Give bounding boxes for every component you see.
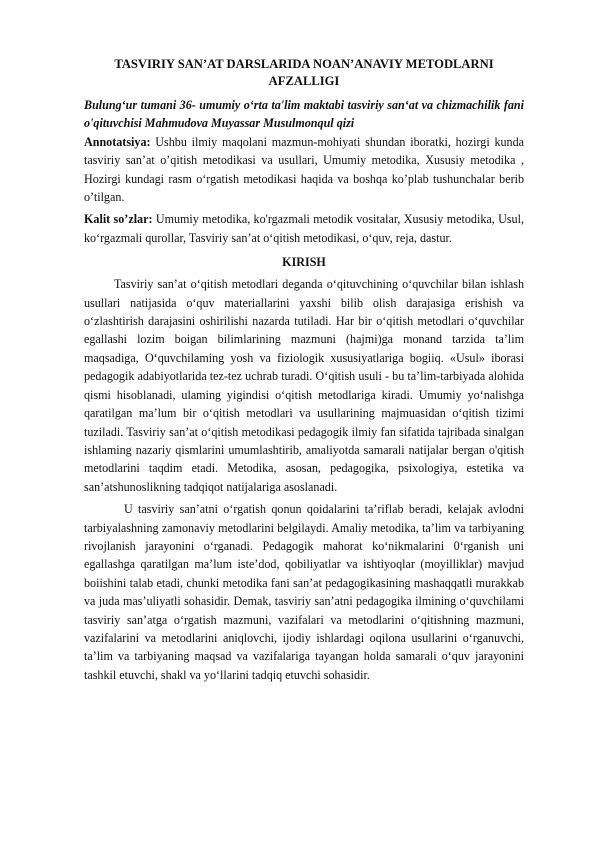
author-line: Bulung‘ur tumani 36- umumiy o‘rta ta'lim maktabi tasviriy san‘at va chizmachilik fani o'qituvchisi Mahmudova Muyassar Musulmonqul qizi: [84, 98, 524, 131]
keywords-text: Umumiy metodika, ko'rgazmali metodik vositalar, Xususiy metodika, Usul, ko‘rgazmali qurollar, Tasviriy san’at o‘qitish metodikasi, o‘quv, reja, dastur.: [84, 212, 524, 245]
section-heading: KIRISH: [282, 255, 326, 270]
page-title: TASVIRIY SAN’AT DARSLARIDA NOAN’ANAVIY METODLARNI AFZALLIGI: [114, 57, 494, 88]
body-paragraph: Tasviriy san’at o‘qitish metodlari deganda o‘qituvchining o‘quvchilar bilan ishlash usullari natijasida o‘quv materiallarini yaxshi bilib olish darajasiga erishish va o‘zlashtirish darajasini oshirilishi nazarda tutiladi. Har bir o‘qitish metodlari o‘quvchilar egallashi lozim boigan bilimlarining mazmuni (hajmi)ga monand tarzida ta’lim maqsadiga, O‘quvchilaming yosh va fiziologik xususiyatlariga bogiiq. «Usul» iborasi pedagogik adabiyotlarida tez-tez uchrab turadi. O‘qitish usuli - bu ta’lim-tarbiyada alohida qismi hisoblanadi, ulaming yigindisi o‘qitish metodlariga kiradi. Umumiy yo‘nalishga qaratilgan ma’lum bir o‘qitish metodlari va usullarining majmuasidan o‘qitish tizimi tuziladi. Tasviriy san’at o‘qitish metodikasi pedagogik ilmiy fan sifatida tajribada sinalgan ishlaming nazariy qismlarini umumlashtirib, amaliyotda samarali natijalar bergan o'qitish metodlarini taqdim etadi. Metodika, asosan, pedagogika, psixologiya, estetika va san’atshunoslikning tadqiqot natijalariga asoslanadi.: [84, 277, 524, 494]
body-paragraph: U tasviriy san’atni o‘rgatish qonun qoidalarini ta’riflab beradi, kelajak avlodni tarbiyalashning zamonaviy metodlarini belgilaydi. Amaliy metodika, ta’lim va tarbiyaning rivojlanish jarayonini o‘rganadi. Pedagogik mahorat ko‘nikmalarini 0‘rganish uni egallashga qaratilgan ma’lum iste’dod, qobiliyatlar va ishtiyoqlar (moyilliklar) mavjud boiishini talab etadi, chunki metodika fani san’at pedagogikasining mashaqqatli murakkab va juda mas’uliyatli sohasidir. Demak, tasviriy san’atni pedagogika ilmining o‘quvchilami tasviriy san’atga o‘rgatish mazmuni, vazifalari va metodlarini o‘qitishning mazmuni, vazifalarini va metodlarini aniqlovchi, ijodiy ishlardagi oqilona usullarini o‘rganuvchi, ta’lim va tarbiyaning maqsad va vazifalariga tayangan holda samarali o‘quv jarayonini tashkil etuvchi, shakl va yo‘llarini tadqiq etuvchi sohasidir.: [84, 502, 524, 682]
annotation-label: Annotatsiya:: [84, 134, 151, 149]
document-page: [84, 56, 524, 684]
keywords-paragraph: [84, 210, 524, 247]
annotation-text: Ushbu ilmiy maqolani mazmun-mohiyati shundan iboratki, hozirgi kunda tasviriy san’at o’qitish metodikasi va usullari, Umumiy metodika, Xususiy metodika , Hozirgi kundagi rasm o‘rgatish metodikasi haqida va boshqa ko’plab tushunchalar berib o’tilgan.: [84, 134, 524, 205]
keywords-label: Kalit so’zlar:: [84, 212, 153, 227]
annotation-paragraph: [84, 133, 524, 207]
